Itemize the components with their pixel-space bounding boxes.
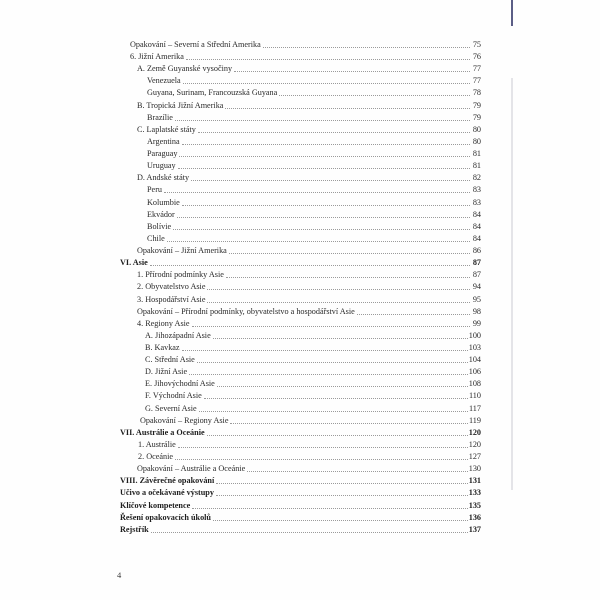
dot-leader bbox=[207, 435, 468, 436]
toc-entry-label: G. Severní Asie bbox=[145, 403, 197, 413]
toc-entry-page-number: 83 bbox=[472, 185, 481, 195]
toc-entry-page-number: 81 bbox=[472, 149, 481, 159]
toc-entry-label: 1. Austrálie bbox=[138, 439, 176, 449]
toc-entry-label: F. Východní Asie bbox=[145, 391, 202, 401]
toc-entry-label: Peru bbox=[147, 185, 163, 195]
toc-entry-label: E. Jihovýchodní Asie bbox=[145, 379, 215, 389]
toc-entry[interactable] bbox=[147, 208, 481, 220]
toc-entry-label: 6. Jižní Amerika bbox=[130, 52, 184, 62]
dot-leader bbox=[192, 508, 467, 509]
dot-leader bbox=[189, 374, 468, 375]
toc-entry[interactable] bbox=[147, 183, 481, 195]
toc-entry[interactable] bbox=[145, 377, 481, 389]
toc-entry-page-number: 119 bbox=[469, 415, 481, 425]
dot-leader bbox=[178, 447, 468, 448]
toc-entry[interactable] bbox=[145, 329, 481, 341]
toc-entry-page-number: 133 bbox=[468, 488, 481, 498]
toc-entry[interactable] bbox=[137, 99, 481, 111]
dot-leader bbox=[167, 241, 470, 242]
toc-entry[interactable] bbox=[147, 232, 481, 244]
toc-entry-page-number: 79 bbox=[472, 112, 481, 122]
toc-entry-page-number: 98 bbox=[472, 306, 481, 316]
toc-entry-label: Opakování – Přírodní podmínky, obyvatelstvo a hospodářství Asie bbox=[137, 306, 355, 316]
toc-entry[interactable] bbox=[145, 402, 481, 414]
dot-leader bbox=[213, 520, 468, 521]
toc-entry-page-number: 87 bbox=[472, 258, 481, 268]
toc-entry[interactable] bbox=[137, 244, 481, 256]
toc-entry-page-number: 76 bbox=[472, 52, 481, 62]
dot-leader bbox=[179, 156, 470, 157]
toc-entry-label: 2. Obyvatelstvo Asie bbox=[137, 282, 206, 292]
toc-entry-page-number: 120 bbox=[468, 427, 481, 437]
toc-entry-label: Ekvádor bbox=[147, 209, 175, 219]
dot-leader bbox=[191, 180, 470, 181]
toc-entry-page-number: 77 bbox=[472, 76, 481, 86]
toc-entry-page-number: 87 bbox=[472, 270, 481, 280]
dot-leader bbox=[247, 471, 468, 472]
toc-entry-page-number: 95 bbox=[472, 294, 481, 304]
dot-leader bbox=[164, 192, 470, 193]
toc-entry-page-number: 108 bbox=[468, 379, 481, 389]
dot-leader bbox=[173, 229, 470, 230]
toc-entry[interactable] bbox=[137, 293, 481, 305]
toc-entry-page-number: 75 bbox=[472, 40, 481, 49]
toc-entry[interactable] bbox=[130, 38, 481, 50]
toc-entry-label: D. Andské státy bbox=[137, 173, 190, 183]
toc-entry-page-number: 84 bbox=[472, 221, 481, 231]
toc-entry-label: Kolumbie bbox=[147, 197, 180, 207]
dot-leader bbox=[216, 483, 467, 484]
toc-entry-label: Opakování – Jižní Amerika bbox=[137, 246, 227, 256]
dot-leader bbox=[217, 386, 468, 387]
page-edge-accent-line bbox=[511, 0, 513, 26]
toc-entry-page-number: 78 bbox=[472, 88, 481, 98]
toc-entry[interactable] bbox=[145, 353, 481, 365]
dot-leader bbox=[234, 71, 470, 72]
toc-entry-label: A. Jihozápadní Asie bbox=[145, 330, 211, 340]
dot-leader bbox=[182, 205, 470, 206]
toc-entry-page-number: 77 bbox=[472, 64, 481, 74]
toc-entry-label: A. Země Guyanské vysočiny bbox=[137, 64, 233, 74]
toc-entry-label: 4. Regiony Asie bbox=[137, 318, 190, 328]
dot-leader bbox=[182, 350, 468, 351]
toc-entry-page-number: 84 bbox=[472, 233, 481, 243]
toc-entry-page-number: 131 bbox=[468, 476, 481, 486]
toc-entry-label: Řešení opakovacích úkolů bbox=[120, 512, 211, 522]
toc-entry-page-number: 83 bbox=[472, 197, 481, 207]
toc-entry[interactable] bbox=[137, 171, 481, 183]
dot-leader bbox=[175, 120, 470, 121]
toc-entry[interactable] bbox=[147, 147, 481, 159]
toc-entry[interactable] bbox=[147, 135, 481, 147]
toc-entry[interactable] bbox=[147, 74, 481, 86]
dot-leader bbox=[192, 326, 470, 327]
dot-leader bbox=[225, 108, 470, 109]
dot-leader bbox=[197, 362, 468, 363]
dot-leader bbox=[216, 495, 468, 496]
toc-entry[interactable] bbox=[147, 220, 481, 232]
dot-leader bbox=[357, 314, 470, 315]
dot-leader bbox=[183, 83, 470, 84]
dot-leader bbox=[199, 411, 468, 412]
toc-entry-page-number: 106 bbox=[468, 367, 481, 377]
toc-entry-label: Uruguay bbox=[147, 161, 176, 171]
dot-leader bbox=[229, 253, 470, 254]
toc-entry[interactable] bbox=[137, 305, 481, 317]
toc-entry-page-number: 135 bbox=[468, 500, 481, 510]
toc-entry[interactable] bbox=[120, 499, 481, 511]
toc-entry-label: Opakování – Severní a Střední Amerika bbox=[130, 40, 261, 49]
dot-leader bbox=[226, 277, 470, 278]
toc-entry-label: VI. Asie bbox=[120, 258, 148, 268]
toc-entry-label: Rejstřík bbox=[120, 524, 149, 534]
toc-entry[interactable] bbox=[138, 450, 481, 462]
toc-entry-page-number: 103 bbox=[468, 343, 481, 352]
toc-entry[interactable] bbox=[145, 341, 481, 353]
toc-entry-label: 1. Přírodní podmínky Asie bbox=[137, 270, 224, 280]
toc-entry-page-number: 99 bbox=[472, 318, 481, 328]
toc-entry-page-number: 117 bbox=[469, 403, 481, 413]
dot-leader bbox=[177, 217, 470, 218]
toc-entry-page-number: 130 bbox=[468, 464, 481, 474]
toc-entry[interactable] bbox=[137, 62, 481, 74]
toc-entry-page-number: 110 bbox=[469, 391, 481, 401]
toc-entry-page-number: 86 bbox=[472, 246, 481, 256]
toc-entry-page-number: 137 bbox=[468, 524, 481, 534]
toc-entry-label: Klíčové kompetence bbox=[120, 500, 191, 510]
toc-entry-page-number: 80 bbox=[472, 124, 481, 134]
dot-leader bbox=[175, 459, 468, 460]
dot-leader bbox=[186, 59, 470, 60]
toc-entry[interactable] bbox=[120, 256, 481, 268]
toc-entry[interactable] bbox=[120, 523, 481, 535]
toc-entry-label: C. Střední Asie bbox=[145, 355, 195, 365]
toc-entry-page-number: 136 bbox=[468, 512, 481, 522]
toc-entry[interactable] bbox=[120, 426, 481, 438]
toc-entry[interactable] bbox=[147, 159, 481, 171]
dot-leader bbox=[182, 144, 470, 145]
dot-leader bbox=[207, 289, 470, 290]
toc-entry[interactable] bbox=[120, 486, 481, 498]
toc-entry[interactable] bbox=[140, 414, 481, 426]
toc-entry-page-number: 81 bbox=[472, 161, 481, 171]
toc-entry-label: B. Tropická Jižní Amerika bbox=[137, 100, 224, 110]
toc-entry[interactable] bbox=[138, 438, 481, 450]
toc-entry-page-number: 79 bbox=[472, 100, 481, 110]
toc-entry-page-number: 104 bbox=[468, 355, 481, 365]
toc-entry-label: Venezuela bbox=[147, 76, 181, 86]
toc-entry[interactable] bbox=[145, 365, 481, 377]
toc-entry-page-number: 94 bbox=[472, 282, 481, 292]
dot-leader bbox=[263, 47, 470, 48]
toc-entry[interactable] bbox=[147, 196, 481, 208]
dot-leader bbox=[207, 302, 470, 303]
page-number: 4 bbox=[117, 570, 122, 580]
toc-entry[interactable] bbox=[137, 280, 481, 292]
toc-entry-label: Paraguay bbox=[147, 149, 178, 159]
toc-entry-page-number: 100 bbox=[468, 330, 481, 340]
dot-leader bbox=[151, 532, 468, 533]
toc-entry[interactable] bbox=[137, 123, 481, 135]
toc-entry[interactable] bbox=[120, 511, 481, 523]
toc-entry-label: Brazílie bbox=[147, 112, 173, 122]
toc-entry-label: VIII. Závěrečné opakování bbox=[120, 476, 215, 486]
dot-leader bbox=[204, 398, 468, 399]
toc-entry-label: 3. Hospodářství Asie bbox=[137, 294, 206, 304]
dot-leader bbox=[230, 423, 468, 424]
dot-leader bbox=[213, 338, 468, 339]
dot-leader bbox=[178, 168, 470, 169]
page-edge-shadow-line bbox=[511, 78, 513, 490]
toc-entry-label: Chile bbox=[147, 233, 165, 243]
toc-entry-page-number: 120 bbox=[468, 439, 481, 449]
toc-entry[interactable] bbox=[147, 111, 481, 123]
toc-entry-page-number: 80 bbox=[472, 136, 481, 146]
toc-entry[interactable] bbox=[145, 389, 481, 401]
toc-entry-page-number: 82 bbox=[472, 173, 481, 183]
toc-entry-page-number: 84 bbox=[472, 209, 481, 219]
toc-entry-label: C. Laplatské státy bbox=[137, 124, 196, 134]
toc-entry-label: Guyana, Surinam, Francouzská Guyana bbox=[147, 88, 278, 98]
toc-entry-label: Učivo a očekávané výstupy bbox=[120, 488, 214, 498]
toc-entry-label: B. Kavkaz bbox=[145, 343, 180, 352]
toc-entry-page-number: 127 bbox=[468, 452, 481, 462]
dot-leader bbox=[150, 265, 470, 266]
toc-entry-label: VII. Austrálie a Oceánie bbox=[120, 427, 205, 437]
toc-entry-label: Argentina bbox=[147, 136, 180, 146]
dot-leader bbox=[198, 132, 470, 133]
toc-entry-label: 2. Oceánie bbox=[138, 452, 174, 462]
toc-entry[interactable] bbox=[130, 50, 481, 62]
toc-entry[interactable] bbox=[147, 86, 481, 98]
toc-entry[interactable] bbox=[137, 317, 481, 329]
toc-entry-label: Bolívie bbox=[147, 221, 172, 231]
toc-entry-label: D. Jižní Asie bbox=[145, 367, 188, 377]
toc-entry-label: Opakování – Regiony Asie bbox=[140, 415, 229, 425]
dot-leader bbox=[279, 95, 470, 96]
toc-entry[interactable] bbox=[137, 462, 481, 474]
toc-entry[interactable] bbox=[120, 474, 481, 486]
toc-entry[interactable] bbox=[137, 268, 481, 280]
toc-entry-label: Opakování – Austrálie a Oceánie bbox=[137, 464, 246, 474]
